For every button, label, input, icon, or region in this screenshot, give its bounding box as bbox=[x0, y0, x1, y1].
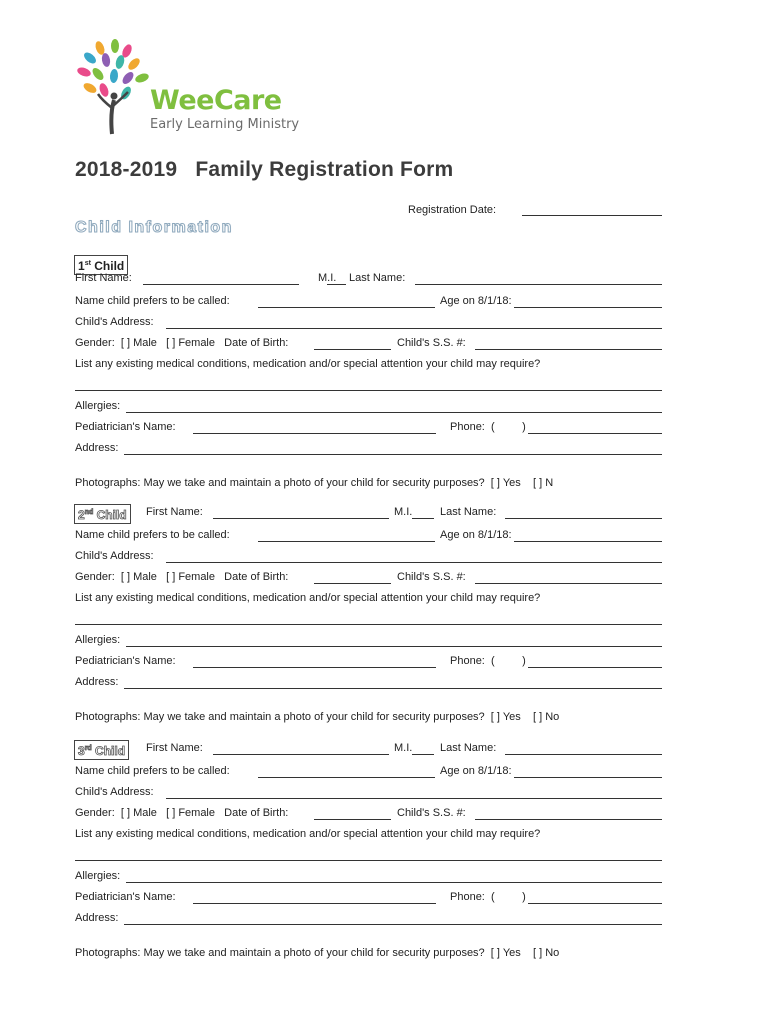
age-field[interactable] bbox=[514, 777, 662, 778]
gender-dob-label: Gender: [ ] Male [ ] Female Date of Birth: bbox=[75, 337, 289, 349]
pediatrician-address-label: Address: bbox=[75, 912, 119, 924]
age-field[interactable] bbox=[514, 307, 662, 308]
medical-question: List any existing medical conditions, medication and/or special attention your child may require? bbox=[75, 828, 541, 840]
child-label: 3rd Child bbox=[74, 740, 129, 760]
child-label: 2nd Child bbox=[74, 504, 131, 524]
child-address-field[interactable] bbox=[166, 328, 662, 329]
last-name-field[interactable] bbox=[415, 284, 662, 285]
phone-label: Phone: ( ) bbox=[450, 891, 526, 903]
child-label: 1st Child bbox=[74, 255, 128, 275]
preferred-name-label: Name child prefers to be called: bbox=[75, 295, 230, 307]
photographs-question: Photographs: May we take and maintain a photo of your child for security purposes? [ ] Yes [ ] No bbox=[75, 711, 560, 723]
allergies-label: Allergies: bbox=[75, 870, 121, 882]
pediatrician-field[interactable] bbox=[193, 433, 436, 434]
phone-label: Phone: ( ) bbox=[450, 655, 526, 667]
medical-field[interactable] bbox=[75, 860, 662, 861]
ss-field[interactable] bbox=[475, 819, 662, 820]
child-address-label: Child's Address: bbox=[75, 316, 154, 328]
ss-field[interactable] bbox=[475, 583, 662, 584]
preferred-name-field[interactable] bbox=[258, 541, 435, 542]
preferred-name-field[interactable] bbox=[258, 777, 435, 778]
ss-label: Child's S.S. #: bbox=[397, 807, 466, 819]
first-name-field[interactable] bbox=[143, 284, 299, 285]
tree-logo-icon bbox=[70, 38, 160, 138]
child-address-label: Child's Address: bbox=[75, 550, 154, 562]
first-name-label: First Name: bbox=[75, 272, 132, 284]
pediatrician-address-field[interactable] bbox=[124, 924, 662, 925]
last-name-label: Last Name: bbox=[349, 272, 406, 284]
phone-field[interactable] bbox=[528, 903, 662, 904]
dob-field[interactable] bbox=[314, 819, 391, 820]
mi-label: M.I. bbox=[394, 506, 413, 518]
pediatrician-field[interactable] bbox=[193, 667, 436, 668]
first-name-field[interactable] bbox=[213, 518, 389, 519]
gender-dob-label: Gender: [ ] Male [ ] Female Date of Birth: bbox=[75, 571, 289, 583]
registration-date-label: Registration Date: bbox=[408, 204, 497, 216]
first-name-label: First Name: bbox=[146, 506, 203, 518]
mi-field[interactable] bbox=[327, 284, 346, 285]
age-label: Age on 8/1/18: bbox=[440, 529, 512, 541]
pediatrician-label: Pediatrician's Name: bbox=[75, 421, 176, 433]
brand-name-wee: Wee bbox=[150, 85, 214, 116]
ss-field[interactable] bbox=[475, 349, 662, 350]
age-label: Age on 8/1/18: bbox=[440, 295, 512, 307]
preferred-name-label: Name child prefers to be called: bbox=[75, 529, 230, 541]
brand-name-care: Care bbox=[213, 85, 282, 116]
allergies-field[interactable] bbox=[126, 412, 662, 413]
pediatrician-address-field[interactable] bbox=[124, 688, 662, 689]
child-address-label: Child's Address: bbox=[75, 786, 154, 798]
registration-date-field[interactable] bbox=[522, 215, 662, 216]
dob-field[interactable] bbox=[314, 349, 391, 350]
phone-field[interactable] bbox=[528, 667, 662, 668]
mi-field[interactable] bbox=[412, 754, 434, 755]
page-title: 2018-2019 Family Registration Form bbox=[75, 158, 454, 181]
allergies-label: Allergies: bbox=[75, 400, 121, 412]
brand-tagline: Early Learning Ministry bbox=[150, 117, 300, 132]
pediatrician-label: Pediatrician's Name: bbox=[75, 655, 176, 667]
photographs-question: Photographs: May we take and maintain a photo of your child for security purposes? [ ] Yes [ ] N bbox=[75, 477, 554, 489]
allergies-label: Allergies: bbox=[75, 634, 121, 646]
phone-field[interactable] bbox=[528, 433, 662, 434]
age-label: Age on 8/1/18: bbox=[440, 765, 512, 777]
mi-field[interactable] bbox=[412, 518, 434, 519]
allergies-field[interactable] bbox=[126, 882, 662, 883]
pediatrician-address-label: Address: bbox=[75, 442, 119, 454]
preferred-name-field[interactable] bbox=[258, 307, 435, 308]
last-name-label: Last Name: bbox=[440, 742, 497, 754]
age-field[interactable] bbox=[514, 541, 662, 542]
ss-label: Child's S.S. #: bbox=[397, 337, 466, 349]
pediatrician-field[interactable] bbox=[193, 903, 436, 904]
phone-label: Phone: ( ) bbox=[450, 421, 526, 433]
first-name-field[interactable] bbox=[213, 754, 389, 755]
pediatrician-address-label: Address: bbox=[75, 676, 119, 688]
photographs-question: Photographs: May we take and maintain a photo of your child for security purposes? [ ] Yes [ ] No bbox=[75, 947, 560, 959]
medical-field[interactable] bbox=[75, 624, 662, 625]
mi-label: M.I. bbox=[394, 742, 413, 754]
gender-dob-label: Gender: [ ] Male [ ] Female Date of Birth: bbox=[75, 807, 289, 819]
allergies-field[interactable] bbox=[126, 646, 662, 647]
medical-question: List any existing medical conditions, medication and/or special attention your child may require? bbox=[75, 358, 541, 370]
pediatrician-address-field[interactable] bbox=[124, 454, 662, 455]
child-address-field[interactable] bbox=[166, 798, 662, 799]
first-name-label: First Name: bbox=[146, 742, 203, 754]
logo bbox=[70, 38, 300, 138]
preferred-name-label: Name child prefers to be called: bbox=[75, 765, 230, 777]
mi-label: M.I. bbox=[318, 272, 337, 284]
last-name-label: Last Name: bbox=[440, 506, 497, 518]
dob-field[interactable] bbox=[314, 583, 391, 584]
section-title: Child Information bbox=[75, 219, 233, 236]
medical-field[interactable] bbox=[75, 390, 662, 391]
ss-label: Child's S.S. #: bbox=[397, 571, 466, 583]
last-name-field[interactable] bbox=[505, 754, 662, 755]
child-address-field[interactable] bbox=[166, 562, 662, 563]
medical-question: List any existing medical conditions, medication and/or special attention your child may require? bbox=[75, 592, 541, 604]
pediatrician-label: Pediatrician's Name: bbox=[75, 891, 176, 903]
last-name-field[interactable] bbox=[505, 518, 662, 519]
